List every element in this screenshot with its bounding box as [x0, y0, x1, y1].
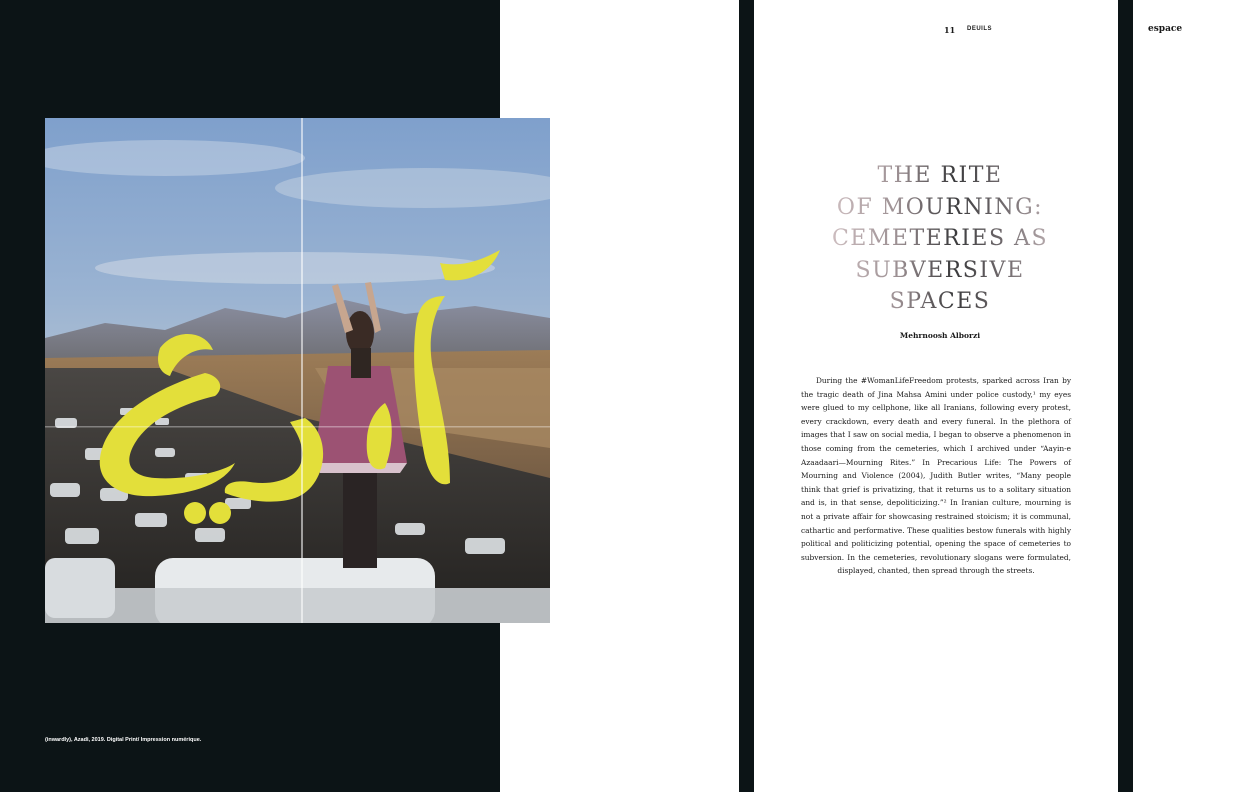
article-body	[801, 374, 1071, 578]
magazine-name: espace	[1148, 24, 1183, 34]
title-line: CEMETERIES AS	[800, 223, 1080, 255]
page-divider-strip	[739, 0, 754, 792]
body-paragraph: During the #WomanLifeFreedom protests, sparked across Iran by the tragic death of Jina Mahsa Amini under police custody,¹ my eyes were glued to my cellphone, like all Iranians, following every protest, every crackdown, every death and every funeral. In the plethora of images that I saw on social media, I began to observe a phenomenon in those coming from the cemeteries, which I archived under “Aayin-e Azaadaari—Mourning Rites.” In Precarious Life: The Powers of Mourning and Violence (2004), Judith Butler writes, “Many people think that grief is privatizing, that it returns us to a solitary situation and is, in that sense, depoliticizing.”² In Iranian culture, mourning is not a private affair for showcasing restrained stoicism; it is communal, cathartic and performative. These qualities bestow funerals with highly political and politicizing potential, opening the space of cemeteries to subversion. In the cemeteries, revolutionary slogans were formulated, displayed, chanted, then spread through the streets.	[801, 376, 1071, 576]
section-label: DEUILS	[967, 26, 993, 32]
protest-photo-artwork	[45, 118, 550, 623]
article-title	[800, 160, 1080, 318]
title-line: OF MOURNING:	[800, 192, 1080, 224]
article-author: Mehrnoosh Alborzi	[899, 331, 981, 340]
page-divider-strip	[1118, 0, 1133, 792]
title-line: SPACES	[800, 286, 1080, 318]
page-number: 11	[944, 25, 956, 35]
title-line: SUBVERSIVE	[800, 255, 1080, 287]
image-caption: (inwardly), Azadi, 2019. Digital Print/ Impression numérique.	[45, 737, 202, 743]
title-line: THE RITE	[800, 160, 1080, 192]
